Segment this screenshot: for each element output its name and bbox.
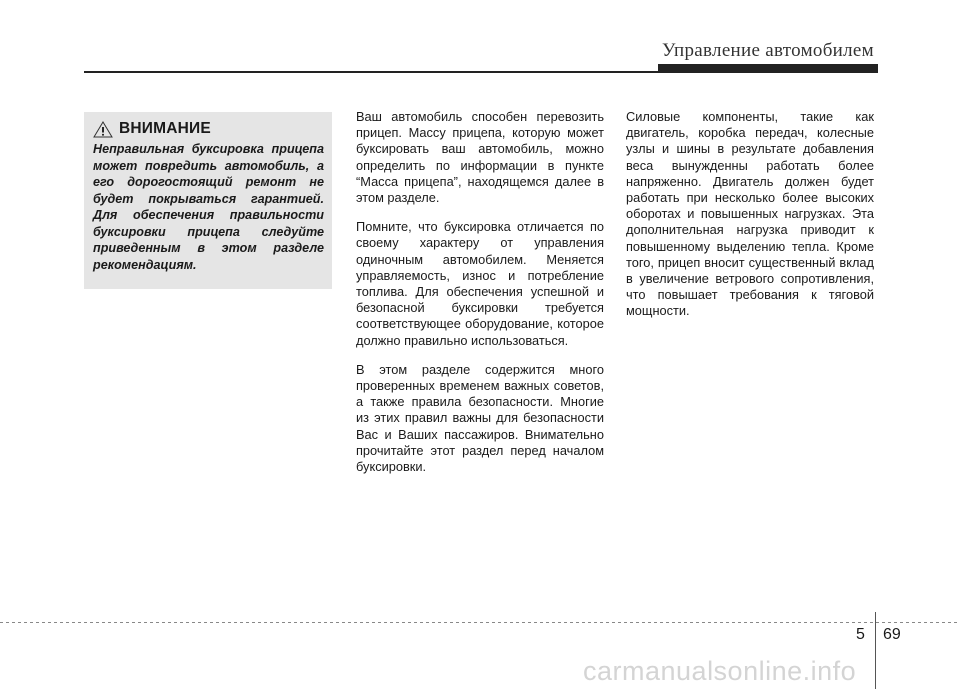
footer-rule	[0, 622, 960, 623]
chapter-number: 5	[856, 626, 865, 643]
paragraph: Помните, что буксировка отличается по своему характеру от управления одиночным автомобилем. Меняется управляемость, износ и потребление топлива. Для обеспечения успешной и безопасной буксировки требуется соответствующее оборудование, которое должно правильно использоваться.	[356, 219, 604, 348]
paragraph: В этом разделе содержится много проверенных временем важных советов, а также правила безопасности. Многие из этих правил важны для безопасности Вас и Ваших пассажиров. Внимательно прочитайте этот раздел перед началом буксировки.	[356, 361, 604, 475]
watermark: carmanualsonline.info	[583, 656, 857, 686]
paragraph: Силовые компоненты, такие как двигатель, коробка передач, колесные узлы и шины в результате добавления веса вынужденны работать более напряженно. Двигатель должен будет работать при несколько более высоких оборотах и повышенных нагрузках. Эта дополнительная нагрузка приводит к повышенному выделению тепла. Кроме того, прицеп вносит существенный вклад в увеличение ветрового сопротивления, что повышает требования к тяговой мощности.	[626, 109, 874, 319]
text-column-2	[356, 109, 604, 488]
header-rule-accent	[658, 64, 878, 72]
section-title: Управление автомобилем	[661, 40, 874, 61]
warning-title: ВНИМАНИЕ	[119, 120, 211, 137]
footer-separator	[875, 612, 876, 689]
warning-header	[93, 120, 324, 138]
page-number: 69	[883, 626, 901, 643]
paragraph: Ваш автомобиль способен перевозить прицеп. Массу прицепа, которую может буксировать ваш автомобиль, можно определить по информации в пункте “Масса прицепа”, находящемся далее в этом разделе.	[356, 109, 604, 206]
text-column-3	[626, 109, 874, 333]
warning-box	[84, 112, 332, 289]
warning-triangle-icon	[93, 121, 113, 138]
warning-text: Неправильная буксировка прицепа может повредить автомобиль, а его дорогостоящий ремонт не будет покрываться гарантией. Для обеспечения правильности буксировки прицепа следуйте приведенным в этом разделе рекомендациям.	[93, 142, 324, 272]
